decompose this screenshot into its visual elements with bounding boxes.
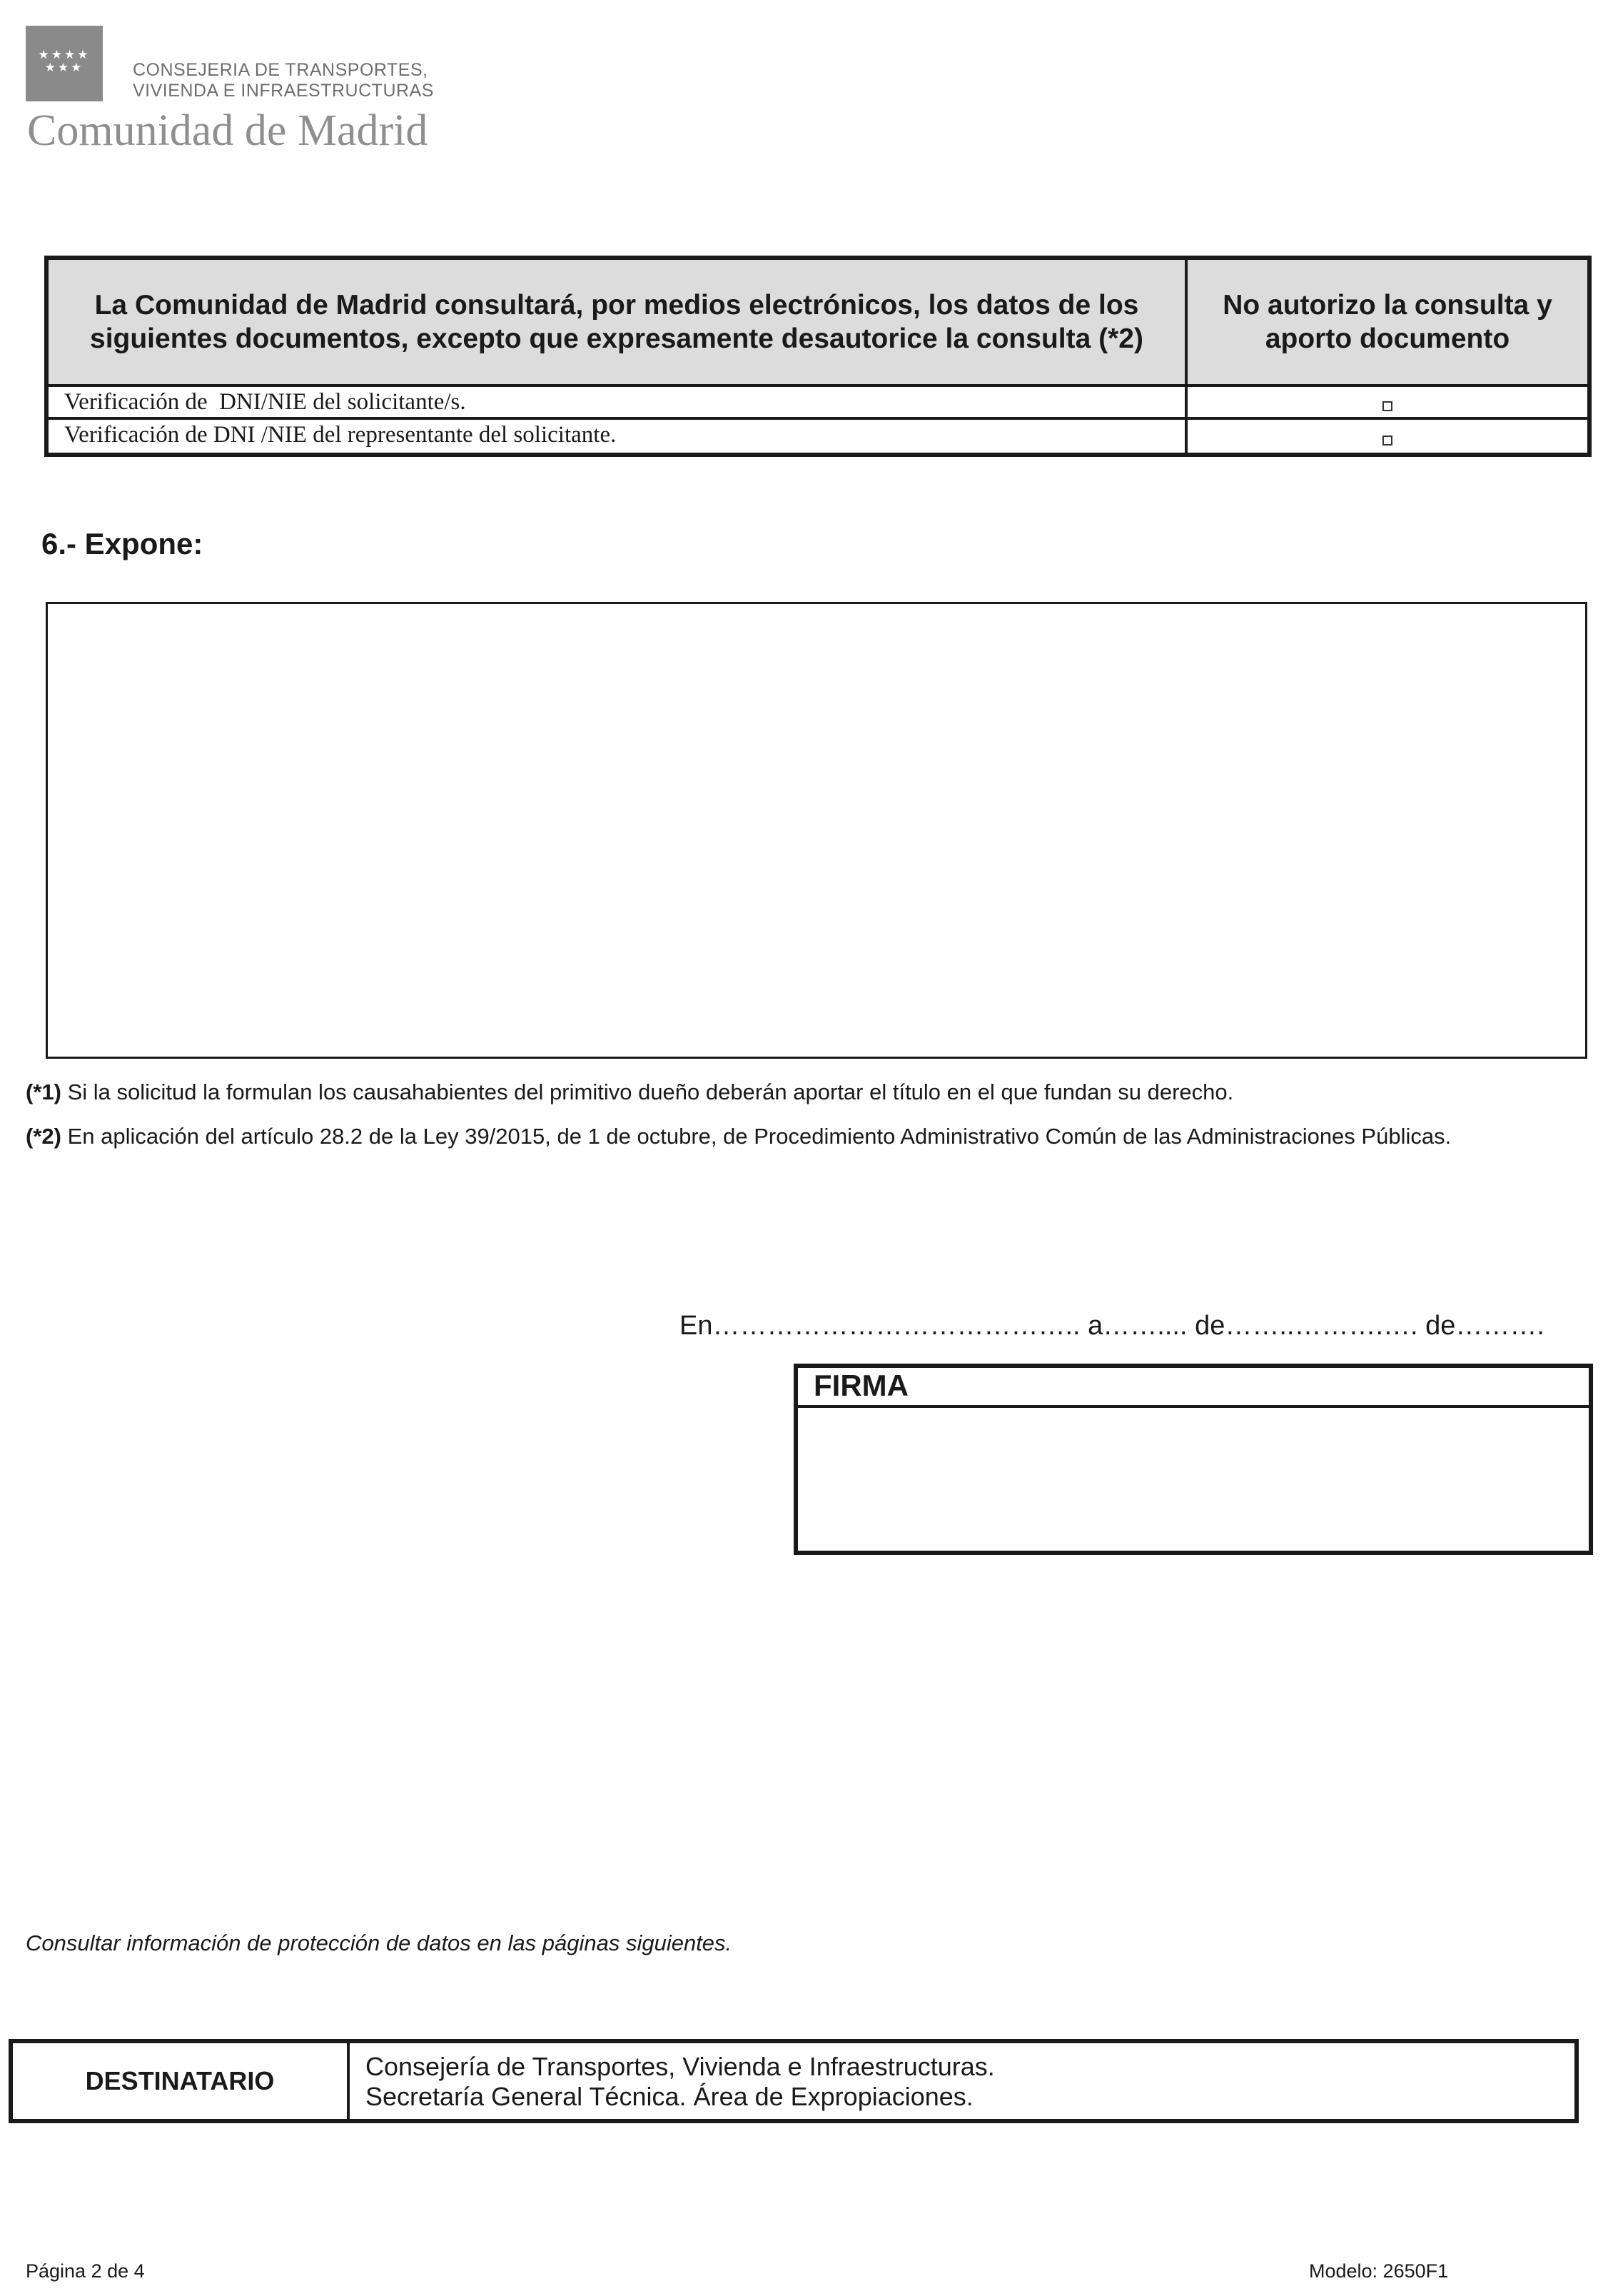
data-protection-note: Consultar información de protección de datos en las páginas siguientes. [26,1930,732,1955]
verification-representative-label: Verificación de DNI /NIE del representante del solicitante. [49,420,1188,453]
footnote-2-marker: (*2) [26,1124,61,1149]
model-number: Modelo: 2650F1 [1309,2260,1449,2282]
checkbox-cell [1188,387,1587,417]
footnote-2-text: En aplicación del artículo 28.2 de la Ley 39/2015, de 1 de octubre, de Procedimiento Administrativo Común de las Administraciones Públicas. [61,1124,1452,1149]
consultation-table [44,256,1592,457]
logo-box [26,26,103,101]
consultation-table-header [49,260,1587,387]
signature-box[interactable] [794,1364,1593,1555]
department-line-2: VIVIENDA E INFRAESTRUCTURAS [133,81,434,101]
footnote-2 [26,1124,1451,1149]
no-authorize-header-text: No autorizo la consulta y aporto documento [1223,290,1552,354]
department-line-1: CONSEJERIA DE TRANSPORTES, [133,60,428,80]
recipient-table [9,2039,1579,2123]
footnote-1-marker: (*1) [26,1079,61,1104]
place-date-line[interactable]: En………………………………….. a…….... de……..……….…. de………. [679,1311,1544,1341]
logo-stars-icon: ★★★★ [38,48,91,61]
department-name [133,60,434,101]
table-row [49,387,1587,420]
no-authorize-representative-checkbox[interactable] [1382,435,1392,445]
signature-label: FIRMA [798,1368,1589,1408]
footnote-1 [26,1079,1233,1105]
footnote-1-text: Si la solicitud la formulan los causahabientes del primitivo dueño deberán aportar el título en el que fundan su derecho. [61,1079,1234,1104]
verification-applicant-label: Verificación de DNI/NIE del solicitante/s. [49,387,1188,417]
table-row [49,420,1587,453]
recipient-label: DESTINATARIO [13,2043,350,2119]
recipient-line-1: Consejería de Transportes, Vivienda e Infraestructuras. [365,2052,995,2081]
recipient-line-2: Secretaría General Técnica. Área de Expropiaciones. [365,2082,974,2111]
logo-stars-icon-row2: ★★★ [44,61,84,74]
no-authorize-applicant-checkbox[interactable] [1382,401,1392,411]
page-number: Página 2 de 4 [26,2260,145,2282]
recipient-value [350,2043,1574,2119]
checkbox-cell [1188,420,1587,453]
consultation-header-text: La Comunidad de Madrid consultará, por medios electrónicos, los datos de los siguientes documentos, excepto que expresamente desautorice la consulta (*2) [49,260,1188,384]
region-name: Comunidad de Madrid [27,106,428,155]
expone-heading: 6.- Expone: [41,527,203,560]
expone-text-area[interactable] [46,602,1587,1059]
